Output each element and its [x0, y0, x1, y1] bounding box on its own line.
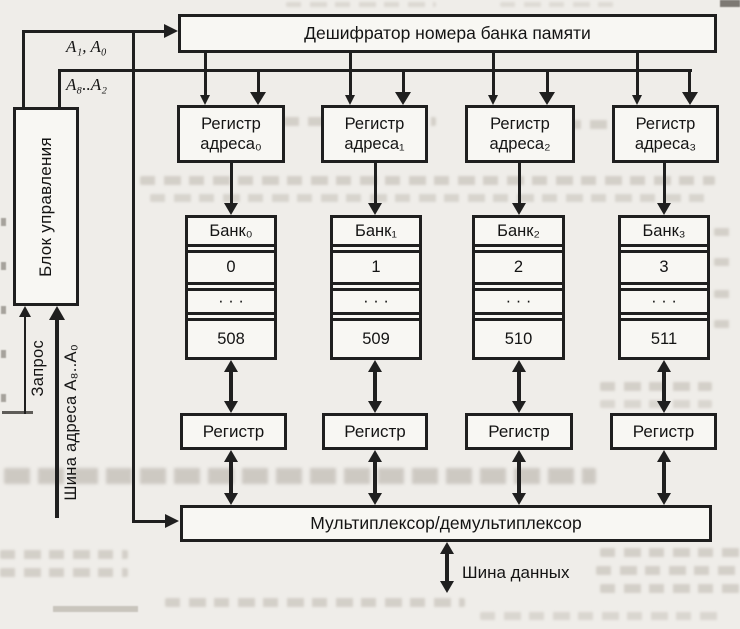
reg-to-bank-arrow-0 — [224, 203, 238, 215]
control-unit-box — [13, 107, 79, 306]
decoder-select-line-1 — [349, 53, 352, 96]
arrow-right-into-mux — [165, 514, 179, 528]
address-register-box-3 — [612, 105, 719, 163]
reg-to-bank-line-0 — [230, 162, 233, 204]
bleed-artifact — [500, 2, 620, 7]
bank-box-1 — [330, 215, 422, 360]
bank-box-0 — [185, 215, 277, 360]
data-register-label: Регистр — [344, 421, 406, 441]
bleed-artifact — [0, 550, 128, 559]
bank-cell-ellipsis: · · · — [333, 288, 419, 315]
scan-mark — [53, 606, 138, 612]
address-register-sub: адреса₃ — [634, 135, 697, 153]
bus-a1a0-riser — [22, 30, 25, 109]
bus-a1a0-line — [22, 30, 167, 33]
address-register-sub: адреса₂ — [489, 135, 551, 153]
bleed-artifact — [714, 228, 738, 236]
bank-cell-ellipsis: · · · — [475, 288, 562, 315]
address-register-box-0 — [177, 105, 285, 163]
data-register-box-0 — [180, 413, 287, 450]
address-register-label: Регистр — [635, 114, 696, 133]
bleed-artifact — [0, 568, 128, 577]
bleed-artifact — [165, 598, 465, 607]
address-bus-label: Шина адреса A₈..A₀ — [62, 343, 80, 501]
decoder-select-line-3 — [636, 53, 639, 96]
bank-cell-first: 0 — [188, 250, 274, 285]
bank-cell-last: 511 — [621, 318, 707, 357]
address-register-box-2 — [465, 105, 575, 163]
decoder-select-arrow-1 — [345, 95, 355, 105]
bleed-artifact — [600, 382, 712, 391]
request-line — [24, 315, 26, 414]
address-bus-line — [55, 318, 59, 518]
bleed-artifact — [714, 290, 738, 298]
bank-cell-ellipsis: · · · — [188, 288, 274, 315]
reg-to-bank-arrow-2 — [512, 203, 526, 215]
bank-cell-ellipsis: · · · — [621, 288, 707, 315]
reg-to-bank-arrow-1 — [368, 203, 382, 215]
address-register-label: Регистр — [344, 114, 405, 133]
scan-mark — [1, 350, 6, 358]
bank-title: Банк₁ — [333, 218, 419, 247]
bleed-artifact — [480, 612, 720, 620]
bank-cell-last: 510 — [475, 318, 562, 357]
bank-cell-last: 508 — [188, 318, 274, 357]
scan-mark — [1, 394, 6, 402]
decoder-box — [178, 14, 717, 53]
reg-to-bank-arrow-3 — [657, 203, 671, 215]
address-register-sub: адреса₁ — [344, 135, 405, 153]
signal-label-a1a0: A₁, A₀ — [66, 37, 107, 56]
data-register-label: Регистр — [488, 421, 550, 441]
arrow-right-into-decoder — [164, 24, 178, 38]
reg-to-bank-line-2 — [518, 162, 521, 204]
bleed-artifact — [714, 258, 738, 266]
address-register-sub: адреса₀ — [200, 135, 262, 153]
scan-mark — [1, 262, 6, 270]
data-register-box-1 — [322, 413, 428, 450]
signal-label-a8a2: A₈..A₂ — [66, 75, 108, 94]
bank-cell-first: 3 — [621, 250, 707, 285]
control-unit-label: Блок управления — [36, 136, 55, 277]
decoder-label: Дешифратор номера банка памяти — [304, 23, 591, 43]
address-register-label: Регистр — [490, 114, 550, 133]
bank-box-3 — [618, 215, 710, 360]
decoder-select-line-2 — [492, 53, 495, 96]
bus-a8a2-riser — [58, 69, 61, 109]
address-drop-arrow-3 — [682, 92, 698, 105]
address-drop-line-2 — [546, 69, 549, 93]
request-label: Запрос — [29, 339, 47, 397]
address-register-box-1 — [321, 105, 428, 163]
decoder-select-arrow-0 — [200, 95, 210, 105]
data-register-box-2 — [465, 413, 573, 450]
address-drop-arrow-1 — [395, 92, 411, 105]
data-register-box-3 — [610, 413, 717, 450]
decoder-select-arrow-2 — [488, 95, 498, 105]
reg-to-bank-line-1 — [374, 162, 377, 204]
address-drop-line-1 — [402, 69, 405, 93]
multiplexer-label: Мультиплексор/демультиплексор — [310, 513, 582, 533]
bleed-artifact — [600, 584, 740, 593]
bank-title: Банк₂ — [475, 218, 562, 247]
address-drop-line-3 — [688, 69, 691, 93]
mux-select-line-vertical — [132, 30, 135, 523]
reg-to-bank-line-3 — [663, 162, 666, 204]
scan-mark — [720, 0, 740, 7]
address-drop-arrow-0 — [250, 92, 266, 105]
bleed-artifact — [600, 548, 740, 557]
decoder-select-line-0 — [204, 53, 207, 96]
address-drop-line-0 — [257, 69, 260, 93]
data-bus-label: Шина данных — [462, 563, 570, 582]
bank-cell-last: 509 — [333, 318, 419, 357]
bank-box-2 — [472, 215, 565, 360]
address-drop-arrow-2 — [539, 92, 555, 105]
bleed-artifact — [150, 194, 710, 202]
bleed-heading-artifact — [4, 468, 596, 484]
bank-title: Банк₃ — [621, 218, 707, 247]
bleed-artifact — [714, 320, 738, 328]
bleed-artifact — [140, 176, 715, 185]
multiplexer-box — [180, 505, 712, 542]
bank-cell-first: 2 — [475, 250, 562, 285]
data-register-label: Регистр — [202, 421, 265, 441]
bank-cell-first: 1 — [333, 250, 419, 285]
scan-mark — [1, 306, 6, 314]
request-arrow — [19, 306, 31, 317]
address-bus-arrow — [49, 306, 65, 320]
bank-title: Банк₀ — [188, 218, 274, 247]
mux-select-line-horizontal — [132, 520, 168, 523]
bleed-artifact — [286, 2, 436, 7]
scan-mark — [1, 218, 6, 226]
decoder-select-arrow-3 — [632, 95, 642, 105]
data-register-label: Регистр — [632, 421, 695, 441]
bus-a8a2-line — [58, 69, 692, 72]
bleed-artifact — [596, 566, 740, 575]
address-register-label: Регистр — [201, 114, 261, 133]
